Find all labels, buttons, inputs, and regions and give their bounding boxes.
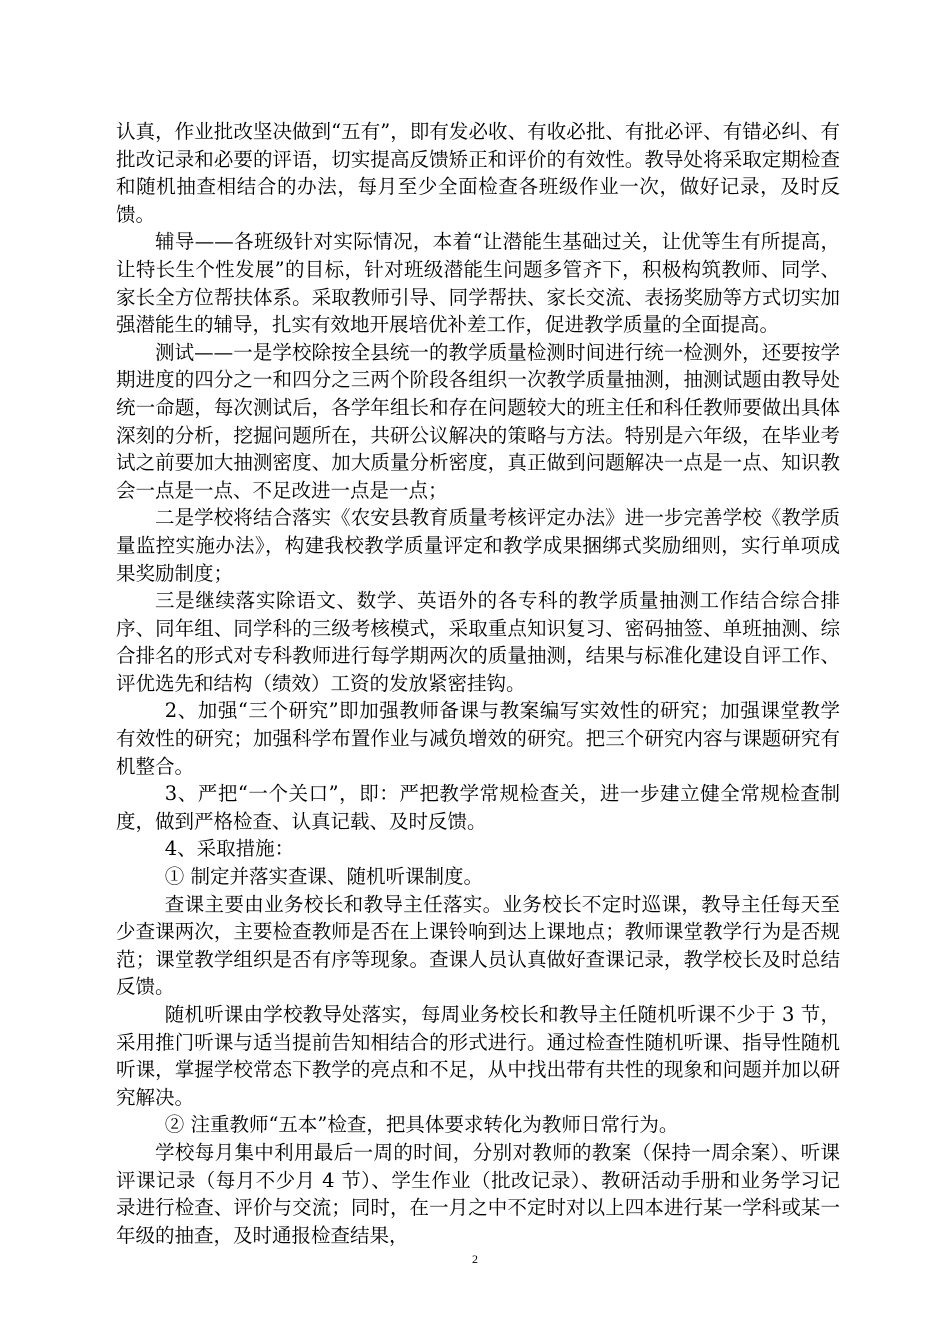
paragraph-random-observation: 随机听课由学校教导处落实，每周业务校长和教导主任随机听课不少于 3 节，采用推门听课与适当提前告知相结合的形式进行。通过检查性随机听课、指导性随机听课，掌握学校常态下教学的亮点和不足，从中找出带有共性的现象和问题并加以研究解决。	[116, 1003, 840, 1109]
document-body	[116, 118, 840, 1249]
paragraph-tutoring: 辅导——各班级针对实际情况，本着“让潜能生基础过关，让优等生有所提高，让特长生个性发展”的目标，针对班级潜能生问题多管齐下，积极构筑教师、同学、家长全方位帮扶体系。采取教师引导、同学帮扶、家长交流、表扬奖励等方式切实加强潜能生的辅导，扎实有效地开展培优补差工作，促进教学质量的全面提高。	[116, 230, 840, 337]
paragraph-class-inspection: 查课主要由业务校长和教导主任落实。业务校长不定时巡课，教导主任每天至少查课两次，主要检查教师是否在上课铃响到达上课地点；教师课堂教学行为是否规范；课堂教学组织是否有序等现象。查课人员认真做好查课记录，教学校长及时总结反馈。	[116, 892, 840, 999]
paragraph-homework-correction: 认真，作业批改坚决做到“五有”，即有发必收、有收必批、有批必评、有错必纠、有批改记录和必要的评语，切实提高反馈矫正和评价的有效性。教导处将采取定期检查和随机抽查相结合的办法，每月至少全面检查各班级作业一次，做好记录，及时反馈。	[116, 120, 840, 226]
paragraph-one-checkpoint: 3、严把“一个关口”，即：严把教学常规检查关，进一步建立健全常规检查制度，做到严格检查、认真记载、及时反馈。	[116, 782, 840, 833]
paragraph-measures-heading: 4、采取措施：	[164, 837, 295, 861]
page-number: 2	[472, 1252, 478, 1266]
paragraph-specialty-assessment: 三是继续落实除语文、数学、英语外的各专科的教学质量抽测工作结合综合排序、同年组、同学科的三级考核模式，采取重点知识复习、密码抽签、单班抽测、综合排名的形式对专科教师进行每学期两次的质量抽测，结果与标准化建设自评工作、评优选先和结构（绩效）工资的发放紧密挂钩。	[116, 589, 840, 695]
paragraph-monthly-check: 学校每月集中利用最后一周的时间，分别对教师的教案（保持一周余案）、听课评课记录（每月不少月 4 节）、学生作业（批改记录）、教研活动手册和业务学习记录进行检查、评价与交流；同时，在一月之中不定时对以上四本进行某一学科或某一年级的抽查，及时通报检查结果，	[116, 1140, 840, 1247]
paragraph-evaluation-rules: 二是学校将结合落实《农安县教育质量考核评定办法》进一步完善学校《教学质量监控实施办法》，构建我校教学质量评定和教学成果捆绑式奖励细则，实行单项成果奖励制度；	[116, 506, 840, 585]
paragraph-measure-one: ① 制定并落实查课、随机听课制度。	[164, 865, 483, 889]
paragraph-testing: 测试——一是学校除按全县统一的教学质量检测时间进行统一检测外，还要按学期进度的四分之一和四分之三两个阶段各组织一次教学质量抽测，抽测试题由教导处统一命题，每次测试后，各学年组长和存在问题较大的班主任和科任教师要做出具体深刻的分析，挖掘问题所在，共研公议解决的策略与方法。特别是六年级，在毕业考试之前要加大抽测密度、加大质量分析密度，真正做到问题解决一点是一点、知识教会一点是一点、不足改进一点是一点；	[116, 340, 840, 502]
paragraph-measure-two: ② 注重教师“五本”检查，把具体要求转化为教师日常行为。	[164, 1113, 679, 1137]
paragraph-three-research: 2、加强“三个研究”即加强教师备课与教案编写实效性的研究；加强课堂教学有效性的研究；加强科学布置作业与减负增效的研究。把三个研究内容与课题研究有机整合。	[116, 699, 840, 778]
